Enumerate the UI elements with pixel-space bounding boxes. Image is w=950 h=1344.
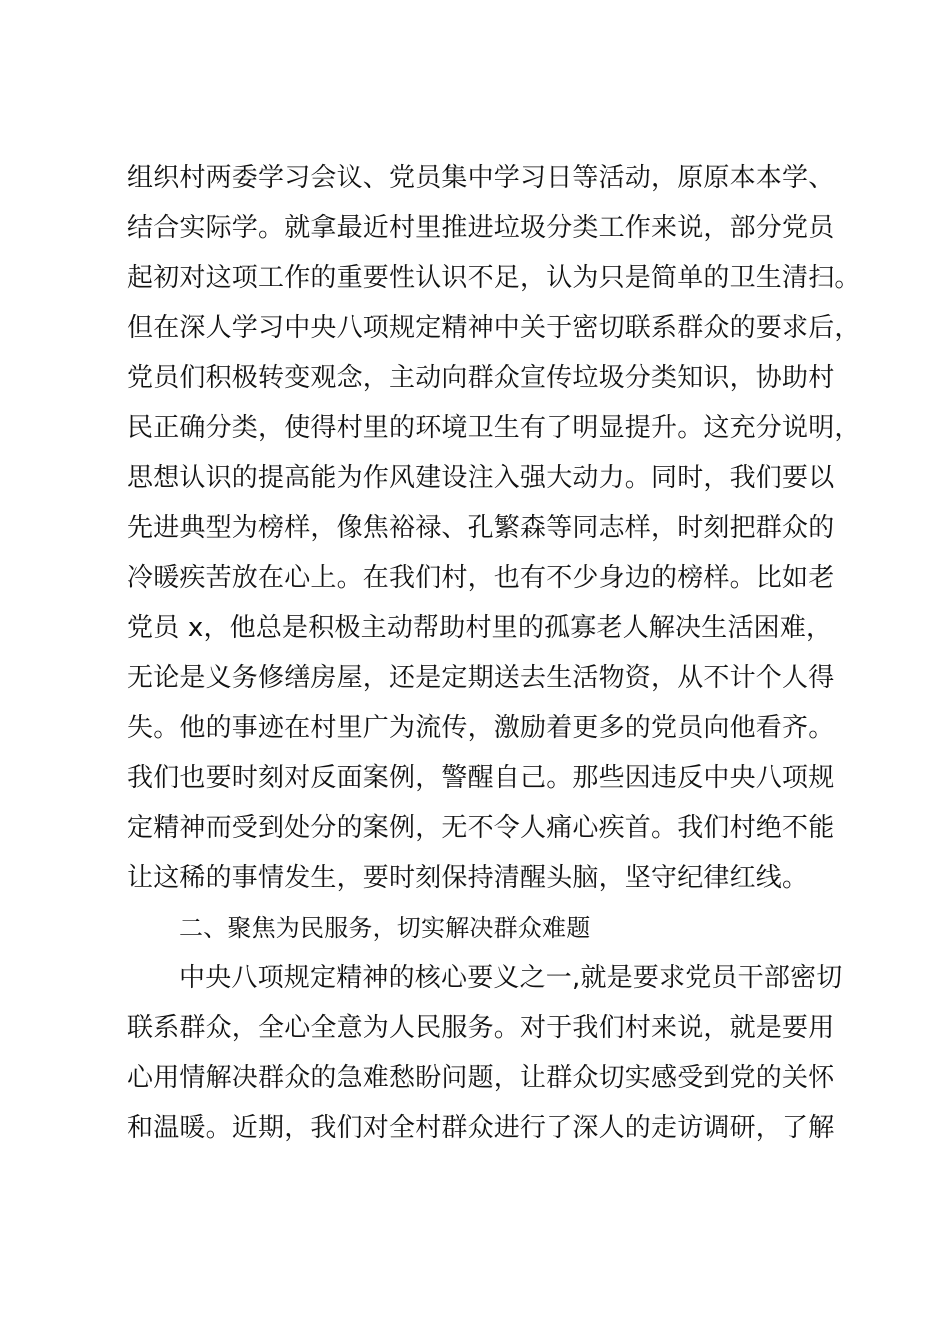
body-line: 民正确分类，使得村里的环境卫生有了明显提升。这充分说明，: [127, 413, 861, 443]
body-line: 联系群众，全心全意为人民服务。对于我们村来说，就是要用: [127, 1013, 835, 1043]
body-line: 组织村两委学习会议、党员集中学习日等活动，原原本本学、: [127, 163, 835, 193]
body-line: 我们也要时刻对反面案例，警醒自己。那些因违反中央八项规: [127, 763, 835, 793]
body-line: 党员 x，他总是积极主动帮助村里的孤寡老人解决生活困难，: [127, 613, 833, 643]
body-line: 党员们积极转变观念，主动向群众宣传垃圾分类知识，协助村: [127, 363, 835, 393]
body-line: 先进典型为榜样，像焦裕禄、孔繁森等同志样，时刻把群众的: [127, 513, 835, 543]
body-line: 起初对这项工作的重要性认识不足，认为只是简单的卫生清扫。: [127, 263, 861, 293]
body-line: 定精神而受到处分的案例，无不令人痛心疾首。我们村绝不能: [127, 813, 835, 843]
body-line: 冷暖疾苦放在心上。在我们村，也有不少身边的榜样。比如老: [127, 563, 835, 593]
body-line: 但在深人学习中央八项规定精神中关于密切联系群众的要求后，: [127, 313, 861, 343]
body-line: 中央八项规定精神的核心要义之一,就是要求党员干部密切: [179, 963, 843, 993]
body-line: 思想认识的提高能为作风建设注入强大动力。同时，我们要以: [127, 463, 835, 493]
body-line: 让这稀的事情发生，要时刻保持清醒头脑，坚守纪律红线。: [127, 863, 809, 893]
body-line: 心用情解决群众的急难愁盼问题，让群众切实感受到党的关怀: [127, 1063, 835, 1093]
body-line: 无论是义务修缮房屋，还是定期送去生活物资，从不计个人得: [127, 663, 835, 693]
body-line: 结合实际学。就拿最近村里推进垃圾分类工作来说，部分党员: [127, 213, 835, 243]
section-heading: 二、聚焦为民服务，切实解决群众难题: [179, 914, 591, 942]
document-body: [127, 153, 862, 1153]
body-line: 失。他的事迹在村里广为流传，激励着更多的党员向他看齐。: [127, 713, 835, 743]
body-line: 和温暖。近期，我们对全村群众进行了深人的走访调研，了解: [127, 1113, 835, 1143]
